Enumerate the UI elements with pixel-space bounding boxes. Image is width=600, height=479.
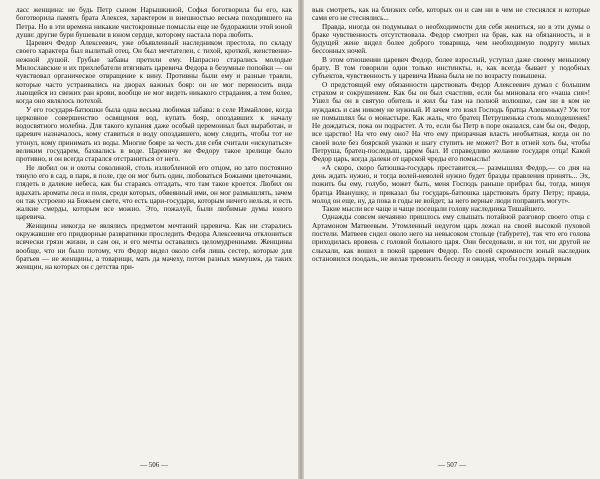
paragraph: Женщины никогда не являлись предметом мечтаний царевича. Как ни старались окружавшие его придворные развратники проследить Федора Алексеевича отклониться всячески грязи жизни, и сам он, и его мечты оставались целомудренными. Женщины вообще, что ни было потому, что Федор видел около себя лишь сестер, которые для братьев — не женщины, а товарищи, мать да мачеху, потом разных мамушек, да таких женщин, на которых он с детства при- bbox=[16, 221, 292, 272]
paragraph: ласс женщина: не будь Петр сыном Нарышкиной, Софья боготворила бы его, как боготворила память брата Алексея, характером и внешностью весьма походившего на Петра. Но в эти времена никакие чистокровные помыслы еще не будоражили этой юной души: другие бури бушевали в юном сердце, которому настала пора любить. bbox=[16, 6, 292, 39]
right-page-text bbox=[312, 6, 590, 446]
right-page bbox=[304, 0, 600, 479]
paragraph: В этом отношении царевич Федор, более взрослый, уступал даже своему меньшому брату. В том говорили одни только инстинкты, и, как всегда бывает у подобных субъектов, чувственность у царевича Ивана была не по возрасту повышена. bbox=[312, 55, 590, 81]
paragraph: Однажды совсем нечаянно пришлось ему слышать потайной разговор своего отца с Артамоном Матвеевым. Утомленный недугом царь лежал на своей высокой пуховой постели. Матвеев сидел около него на невысоком стольце (табурете), так что его голова приходилась вровень с головой больного царя. Они беседовали, и ни тот, ни другой не слыхали, как вошел в покой царевич Федор. По своей скромности юный наследник остановился поодаль, не желая тревожить беседу и ожидая, чтобы государь первым bbox=[312, 213, 590, 263]
paragraph: У его государя-батюшки была одна весьма любимая забава: в селе Измайлове, когда церковное совершенство освящения вод, купать бояр, опоздавших к началу водосвятного молебна. Для такого купания даже особый церемониал был выработан, и царевич назначалось, кому ставиться в воду опоздавшего, кому следить, чтобы тот не утонул, кому принимать из воды. Многие бояре за честь для себя считали «искупаться» великим государем, бахвались в воде. Царевичу же Федору такое зрелище было противно, и он всегда старался отстраниться от него. bbox=[16, 105, 292, 164]
paragraph: вык смотреть, как на близких себе, которых он и сам ни в чем не стеснялся и которые сами его не стеснялись... bbox=[312, 6, 590, 23]
paragraph: О предстоящей ему обязанности царствовать Федор Алексеевич думал с большим страхом и сокрушением. Как бы он был счастлив, если бы миновала его «чаша сия»! Ушел бы он в святую обитель и жил бы там на полной волюшке, сам ни в ком не нуждаясь и сам никому не нужный. И зачем это взял Господь братца Алешеньку? Уж тот не помышлял бы о монастыре. Как жаль, что братец Петрушенька столь молодешенек! Не дождаться, пока он подрастет. А то, если бы Петр в поре оказался, сам бы он, Федор, все царство! На что ему оно? На что ему призрачная власть необъятная, когда он по своей воле без боярской указки и шагу ступить не может? Вот в отней хоть бы, чтобы Петруша, братец-последыш, царем был. И справедливо желание государя отца! Какой Федор царь, когда далеки от царской чреды его помыслы! bbox=[312, 80, 590, 164]
page-number: — 507 — bbox=[438, 461, 466, 469]
paragraph: «А скоро, скоро батюшка-государь преставится,— размышлял Федор,— со дня на день ждать нужно, и тогда волей-неволей нужно будет бразды правления принять... Эх, пожить бы ему, голубо, может быть, меня Господь раньше прибрал бы, тогда, минуя братца Иванушку, и приказал бы государь-батюшка царствовать брату Петру; правда, молод он еще, ну, да пока в годы не войдет, за него верные люди поправить могут». bbox=[312, 163, 590, 205]
paragraph: Не любил он и охоты соколиной, столь излюбленной его отцом, но зато постоянно тянуло его в сад, в парк, в поле, где он мог быть один, любоваться Божьими цветочками, глядеть в далекие небеса, как бы стараясь отгадать, что там такое кроется. Любил он вдыхать ароматы леса и поля, среди которых, обвеянный ими, он мог размышлять, зачем он так устроено на Божьем свете, что есть цари-государи, которым ничего нельзя, и есть жалкие смерды, которым все можно. Это, пожалуй, были любимые думы юного царевича. bbox=[16, 163, 292, 222]
page-number: — 506 — bbox=[140, 461, 168, 469]
paragraph: Правда, иногда он подумывал о необходимости для себя жениться, но в эти думы о браке чувственность отсутствовала. Федор смотрел на брак, как на обязанность, и в будущей жене видел более доброго товарища, чем необходимую подругу милых бессонных ночей. bbox=[312, 22, 590, 56]
paragraph: Царевич Федор Алексеевич, уже объявленный наследником престола, по складу своего характера был вылитый отец. Он был мечтателен, с тихой, кроткой, женственно-нежной душой. Грубые забавы претили ему. Напрасно старались молодые Милославские и их прихлебатели втягивать царевича Федора в безумные попойки — он чувствовал органическое отвращение к вину. Противны были ему и разные травли, которые часто устраивались на дворах важных бояр: он не мог переносить вида льющейся из свежих ран крови, вообще не мог видеть никакого страдания, а тем более, когда оно являлось потехой. bbox=[16, 39, 292, 106]
left-page bbox=[0, 0, 296, 479]
left-page-text bbox=[16, 6, 292, 446]
paragraph: Такие мысли все чаще и чаще посещали голову наследника Тишайшего. bbox=[322, 205, 546, 214]
